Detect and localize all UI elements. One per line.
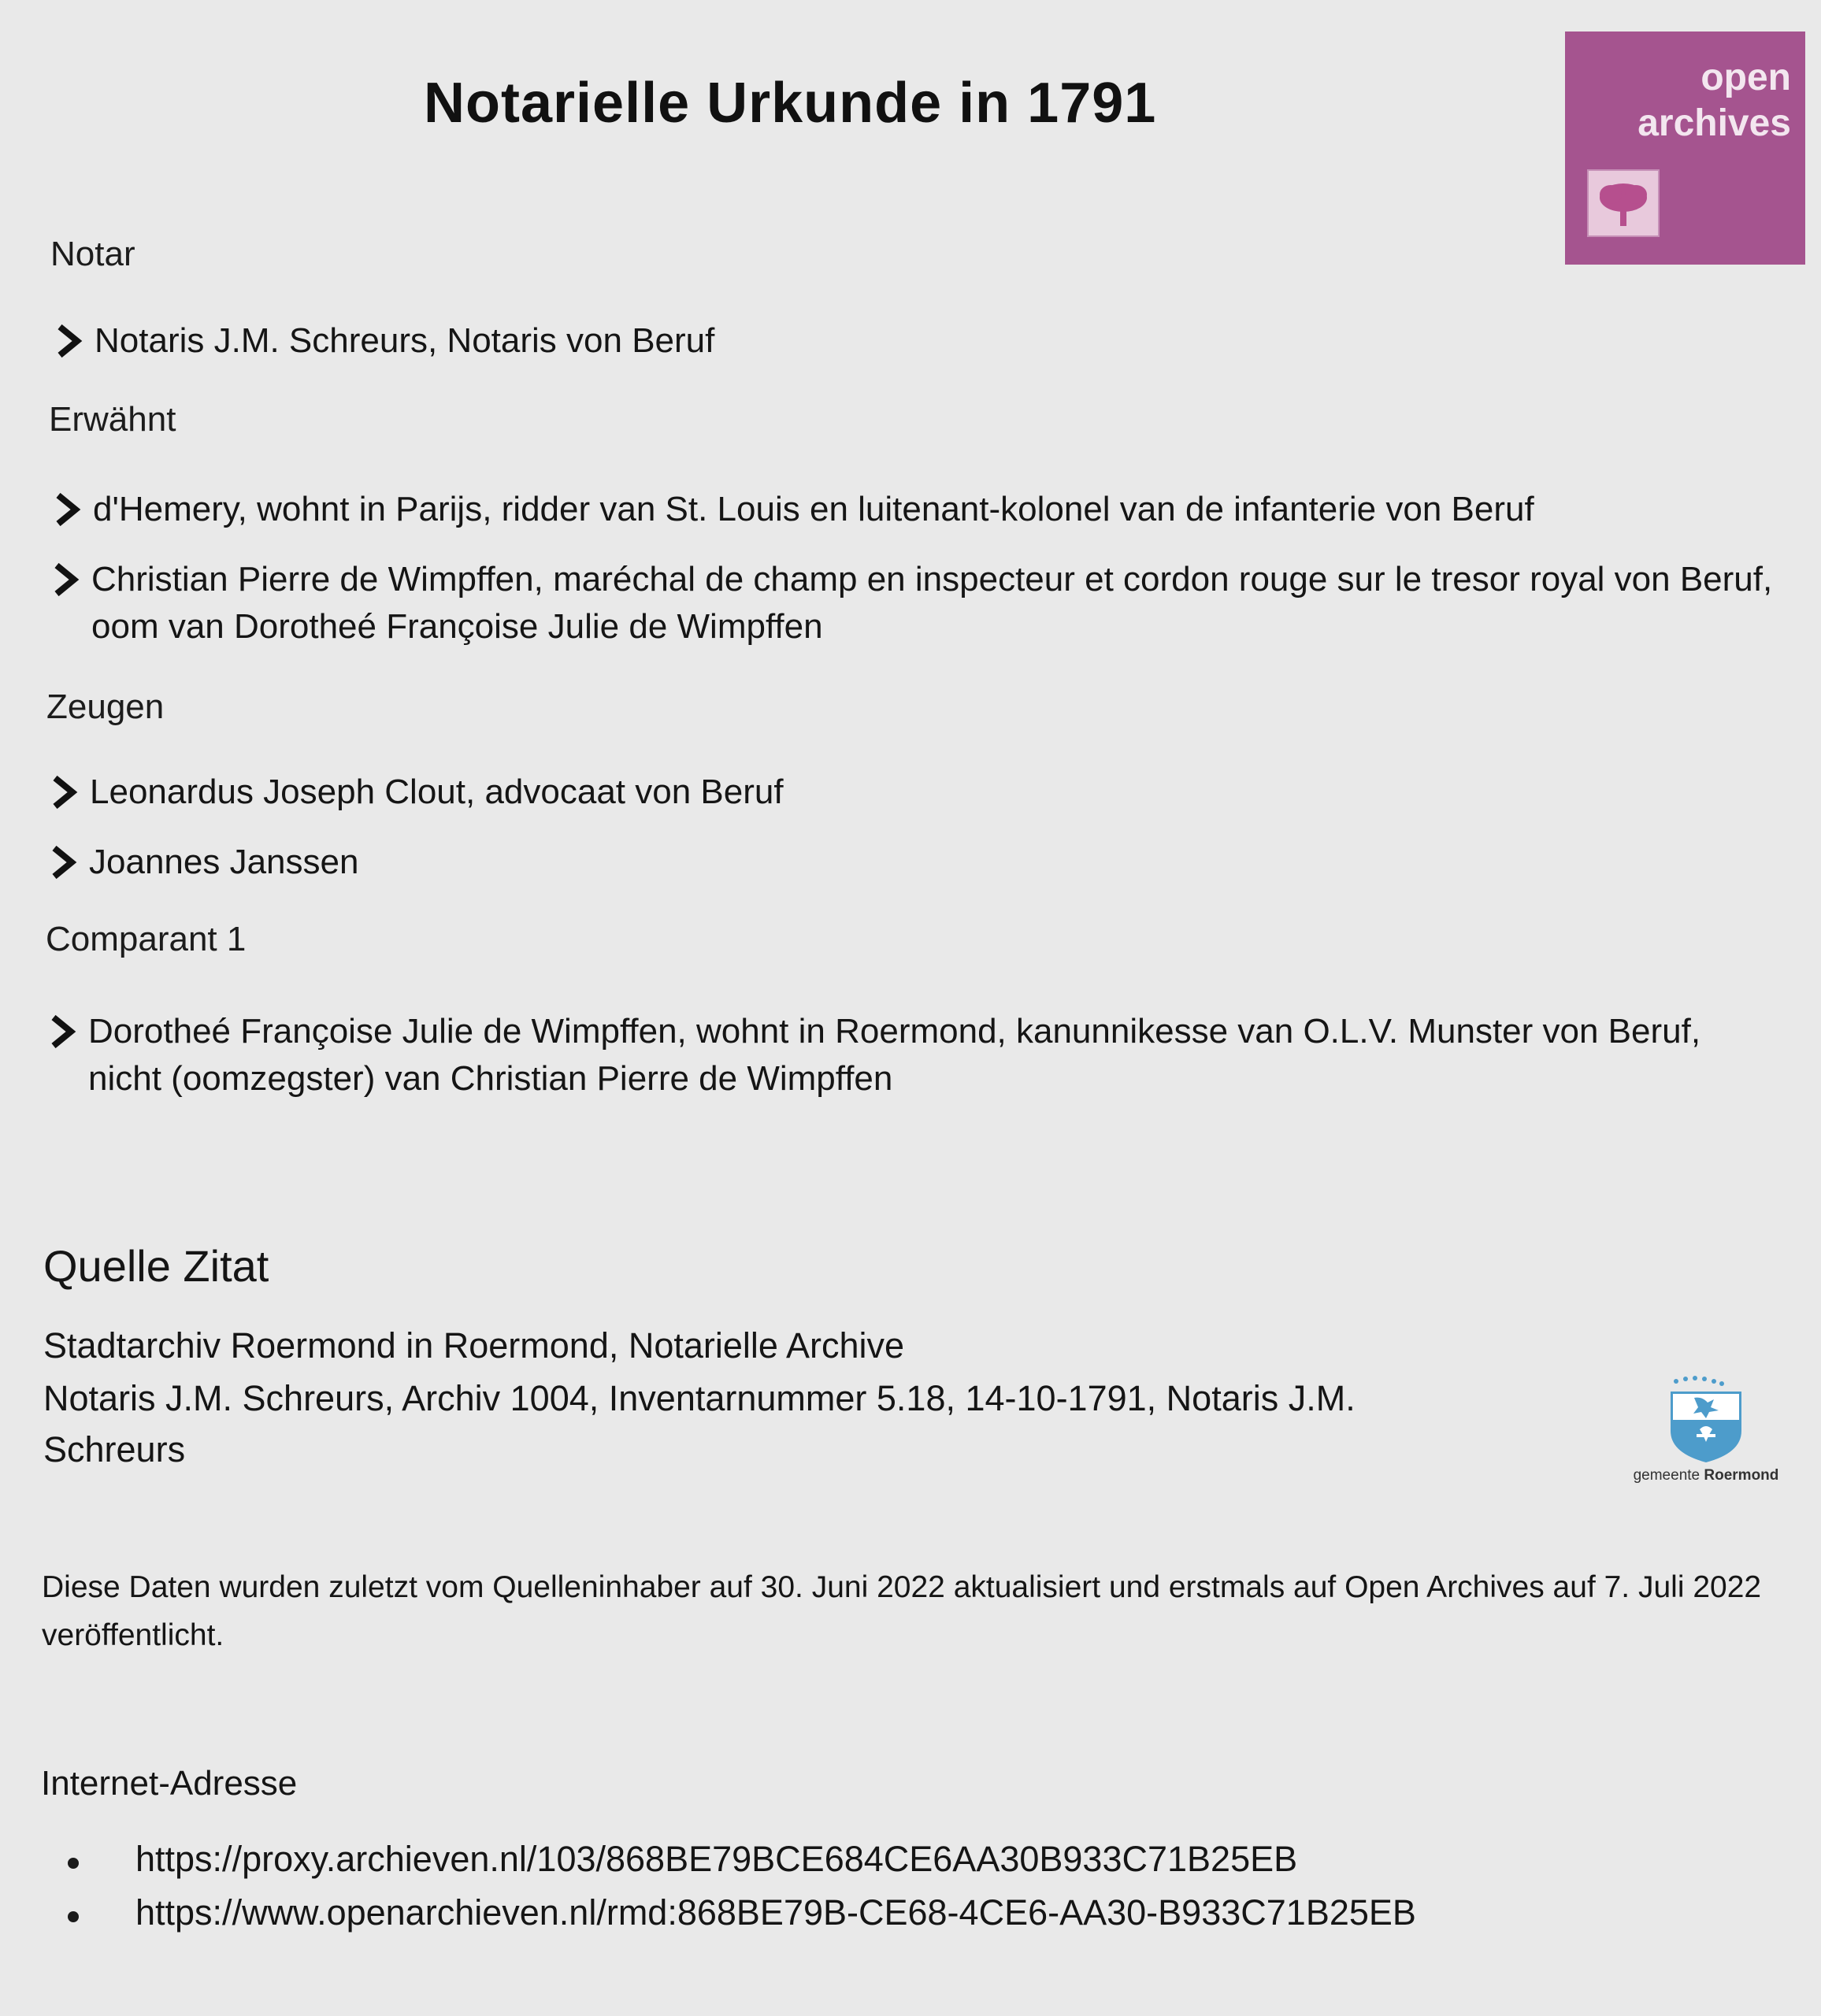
source-heading: Quelle Zitat xyxy=(43,1241,269,1291)
logo-line-open: open xyxy=(1700,57,1791,98)
update-note: Diese Daten wurden zuletzt vom Quelleninhaber auf 30. Juni 2022 aktualisiert und erstmals auf Open Archives auf 7. Juli 2022 veröffentlicht. xyxy=(42,1570,1762,1652)
chevron-right-icon xyxy=(54,324,85,358)
logo-caption-prefix: gemeente xyxy=(1633,1467,1700,1484)
comparant-item-text: Dorotheé Françoise Julie de Wimpffen, wohnt in Roermond, kanunnikesse van O.L.V. Munster von Beruf, nicht (oomzegster) van Christian Pierre de Wimpffen xyxy=(88,1012,1701,1098)
chevron-right-icon xyxy=(48,845,80,880)
erwaehnt-item-2-text: Christian Pierre de Wimpffen, maréchal de champ en inspecteur et cordon rouge sur le tresor royal von Beruf, oom van Dorotheé Françoise Julie de Wimpffen xyxy=(91,560,1773,646)
zeugen-item-2[interactable] xyxy=(89,839,1743,886)
logo-caption-name: Roermond xyxy=(1704,1467,1779,1484)
crest-icon xyxy=(1627,1374,1785,1467)
open-archives-logo[interactable] xyxy=(1565,32,1805,265)
chevron-right-icon xyxy=(47,1014,79,1049)
page-title: Notarielle Urkunde in 1791 xyxy=(424,72,1157,135)
chevron-right-icon xyxy=(49,775,80,810)
logo-caption xyxy=(1627,1467,1785,1484)
tree-icon xyxy=(1587,169,1660,237)
erwaehnt-item-2[interactable] xyxy=(91,556,1785,650)
section-label-zeugen: Zeugen xyxy=(46,687,165,726)
logo-text xyxy=(1637,55,1791,146)
list-item xyxy=(95,1892,1416,1946)
zeugen-item-1[interactable] xyxy=(90,769,1744,816)
section-label-comparant: Comparant 1 xyxy=(46,920,247,958)
section-label-erwaehnt: Erwähnt xyxy=(49,400,176,439)
internet-address-label: Internet-Adresse xyxy=(41,1764,298,1803)
link-list xyxy=(95,1839,1416,1946)
logo-line-archives: archives xyxy=(1637,102,1791,144)
erwaehnt-item-1[interactable] xyxy=(93,486,1786,533)
comparant-item[interactable] xyxy=(88,1008,1782,1102)
url-link-proxy[interactable]: https://proxy.archieven.nl/103/868BE79BCE684CE6AA30B933C71B25EB xyxy=(135,1839,1298,1879)
erwaehnt-item-1-text: d'Hemery, wohnt in Parijs, ridder van St. Louis en luitenant-kolonel van de infanterie von Beruf xyxy=(93,490,1534,528)
gemeente-roermond-logo xyxy=(1627,1374,1785,1492)
notar-item-text: Notaris J.M. Schreurs, Notaris von Beruf xyxy=(95,321,715,360)
zeugen-item-2-text: Joannes Janssen xyxy=(89,843,359,881)
chevron-right-icon xyxy=(50,562,82,597)
source-line-reference: Notaris J.M. Schreurs, Archiv 1004, Inventarnummer 5.18, 14-10-1791, Notaris J.M. xyxy=(43,1378,1356,1418)
chevron-right-icon xyxy=(52,492,83,527)
bullet-icon xyxy=(68,1911,79,1922)
source-line-archive: Stadtarchiv Roermond in Roermond, Notarielle Archive xyxy=(43,1325,905,1366)
bullet-icon xyxy=(68,1858,79,1869)
notar-item[interactable] xyxy=(95,317,1749,365)
section-label-notar: Notar xyxy=(50,235,135,273)
url-link-openarchieven[interactable]: https://www.openarchieven.nl/rmd:868BE79B-CE68-4CE6-AA30-B933C71B25EB xyxy=(135,1892,1416,1933)
source-line-reference-cont: Schreurs xyxy=(43,1429,186,1469)
list-item xyxy=(95,1839,1416,1892)
zeugen-item-1-text: Leonardus Joseph Clout, advocaat von Beruf xyxy=(90,773,784,811)
